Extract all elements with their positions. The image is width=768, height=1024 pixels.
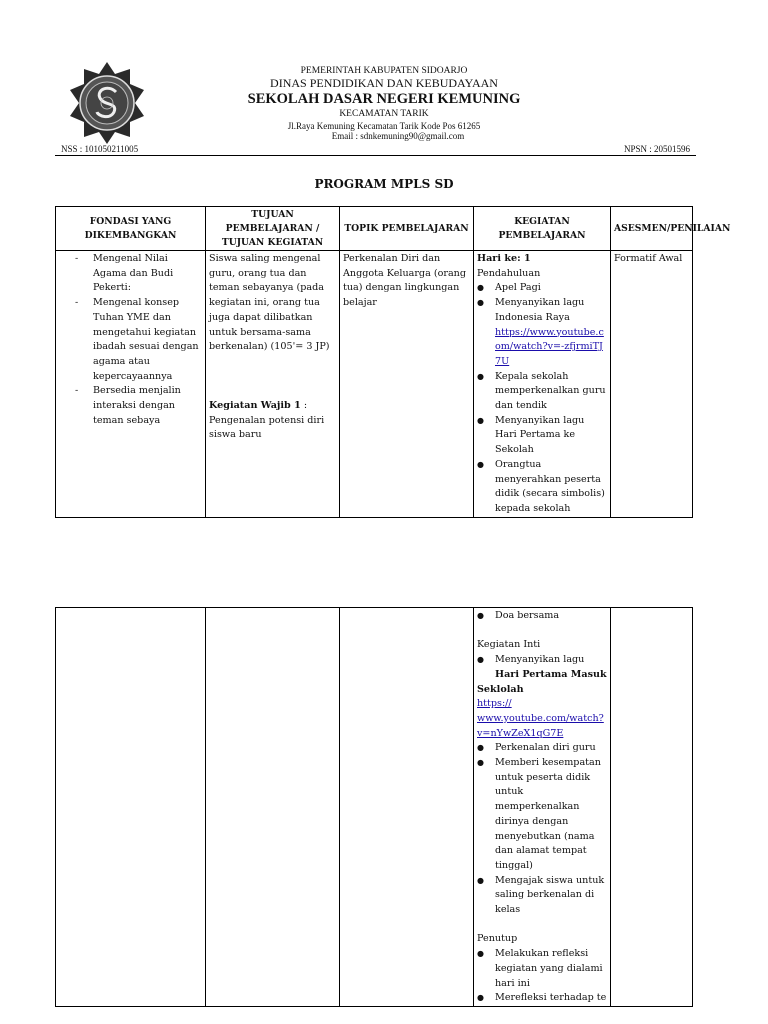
header-divider — [55, 155, 696, 156]
header-line-district: KECAMATAN TARIK — [339, 109, 429, 119]
cell-fondasi-cont — [56, 608, 206, 1007]
penutup-item: ● Melakukan refleksi kegiatan yang dialami hari ini — [495, 947, 607, 991]
header-asesmen: ASESMEN/PENILAIAN — [611, 207, 693, 251]
kegiatan-item: ● Apel Pagi — [495, 281, 607, 296]
inti-song-title: Hari Pertama Masuk Seklolah — [477, 668, 607, 695]
hari-label: Hari ke: 1 — [477, 253, 531, 264]
fondasi-item: - Mengenal konsep Tuhan YME dan mengetahui kegiatan ibadah sesuai dengan agama atau kepercayaannya — [93, 296, 202, 384]
doa-item: ● Doa bersama — [495, 609, 607, 624]
cell-asesmen: Formatif Awal — [611, 251, 693, 518]
header-address: Jl.Raya Kemuning Kecamatan Tarik Kode Pos 61265 — [287, 121, 481, 131]
kegiatan-item: ● Kepala sekolah memperkenalkan guru dan tendik — [495, 370, 607, 414]
inti-item: ● Mengajak siswa untuk saling berkenalan di kelas — [495, 874, 607, 918]
cell-asesmen-cont — [611, 608, 693, 1007]
pendahuluan-label: Pendahuluan — [477, 267, 541, 279]
penutup-label: Penutup — [477, 933, 518, 945]
inti-label: Kegiatan Inti — [477, 639, 541, 651]
header-line-government: PEMERINTAH KABUPATEN SIDOARJO — [300, 66, 468, 76]
tujuan-text: Siswa saling mengenal guru, orang tua dan teman sebayanya (pada kegiatan ini, orang tua juga dapat dilibatkan untuk bersama-sama berkenalan) (105'= 3 JP) — [209, 253, 330, 353]
nss-number: NSS : 101050211005 — [61, 144, 139, 154]
header-topik: TOPIK PEMBELAJARAN — [340, 207, 474, 251]
cell-kegiatan-cont — [474, 608, 611, 1007]
program-table-part-1 — [55, 206, 731, 518]
kegiatan-item — [495, 296, 607, 370]
cell-topik: Perkenalan Diri dan Anggota Keluarga (orang tua) dengan lingkungan belajar — [340, 251, 474, 518]
header-kegiatan: KEGIATAN PEMBELAJARAN — [474, 207, 611, 251]
program-table-part-2 — [55, 607, 693, 1007]
kegiatan-wajib-label: Kegiatan Wajib 1 — [209, 399, 301, 411]
header-fondasi: FONDASI YANG DIKEMBANGKAN — [56, 207, 206, 251]
npsn-number: NPSN : 20501596 — [624, 144, 691, 154]
inti-item: ● Memberi kesempatan untuk peserta didik untuk memperkenalkan dirinya dengan menyebutkan (nama dan alamat tempat tinggal) — [495, 756, 607, 874]
header-line-department: DINAS PENDIDIKAN DAN KEBUDAYAAN — [270, 76, 498, 90]
kegiatan-item: ● Menyanyikan lagu Hari Pertama ke Sekolah — [495, 414, 607, 458]
inti-item: ● Perkenalan diri guru — [495, 741, 607, 756]
cell-kegiatan — [474, 251, 611, 518]
penutup-item: ● Merefleksi terhadap te — [495, 991, 607, 1006]
cell-topik-cont — [340, 608, 474, 1007]
youtube-link-hari-pertama[interactable]: https:// www.youtube.com/watch?v=nYwZeX1qG7E — [477, 698, 604, 739]
inti-song-item — [495, 653, 607, 668]
kegiatan-wajib — [209, 399, 336, 443]
youtube-link-indonesia-raya[interactable]: https://www.youtube.com/watch?v=-zfjrmiTJ7U — [495, 326, 604, 367]
cell-fondasi — [56, 251, 206, 518]
kegiatan-item: ● Orangtua menyerahkan peserta didik (secara simbolis) kepada sekolah — [495, 458, 607, 517]
document-title: PROGRAM MPLS SD — [314, 177, 454, 191]
header-tujuan: TUJUAN PEMBELAJARAN / TUJUAN KEGIATAN — [206, 207, 340, 251]
cell-tujuan — [206, 251, 340, 518]
header-school-name: SEKOLAH DASAR NEGERI KEMUNING — [247, 91, 521, 107]
fondasi-item: - Mengenal Nilai Agama dan Budi Pekerti: — [93, 252, 202, 296]
cell-tujuan-cont — [206, 608, 340, 1007]
kegiatan-wajib-text: : Pengenalan potensi diri siswa baru — [209, 399, 325, 441]
kegiatan-item-text: Menyanyikan lagu Indonesia Raya — [495, 297, 585, 323]
fondasi-item: - Bersedia menjalin interaksi dengan teman sebaya — [93, 384, 202, 428]
inti-song-prefix: Menyanyikan lagu — [495, 654, 585, 666]
header-email: Email : sdnkemuning90@gmail.com — [331, 131, 465, 141]
